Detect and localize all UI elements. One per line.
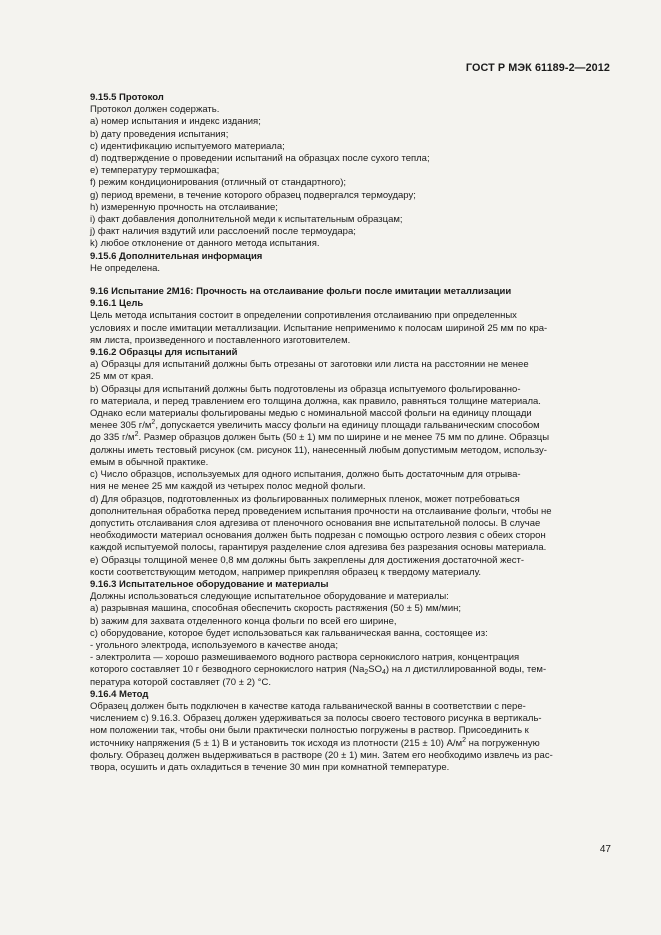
section-9-16-2-title: 9.16.2 Образцы для испытаний <box>90 347 238 359</box>
list-item: g) период времени, в течение которого образец подвергался термоудару; <box>90 189 416 201</box>
text-line: c) Число образцов, используемых для одного испытания, должно быть достаточным для отрыва- <box>90 469 521 481</box>
text-line: e) Образцы толщиной менее 0,8 мм должны быть закреплены для достижения достаточной жест- <box>90 554 525 566</box>
text-fragment: SO <box>368 664 383 676</box>
text-line: Цель метода испытания состоит в определении сопротивления отслаиванию при определенных <box>90 310 517 322</box>
list-item: f) режим кондиционирования (отличный от стандартного); <box>90 177 347 189</box>
text-line: d) Для образцов, подготовленных из фольгированных полимерных пленок, может потребоваться <box>90 493 520 505</box>
page-number: 47 <box>599 844 611 855</box>
document-body <box>90 92 597 774</box>
text-line <box>90 738 597 750</box>
text-line <box>90 420 597 432</box>
section-9-15-6-text: Не определена. <box>90 262 161 274</box>
text-fragment: менее 305 г/м <box>90 420 152 432</box>
text-line: ном положении так, чтобы они были практически полностью погружены в раствор. Присоединить к <box>90 725 529 737</box>
text-line <box>90 664 597 676</box>
subscript: 2 <box>364 669 369 677</box>
subscript: 4 <box>382 669 386 677</box>
text-fragment: до 335 г/м <box>90 432 135 444</box>
text-line: 25 мм от края. <box>90 371 154 383</box>
superscript: 2 <box>134 431 139 439</box>
list-item: j) факт наличия вздутий или расслоений после термоудара; <box>90 226 356 238</box>
superscript: 2 <box>462 736 467 744</box>
list-item: b) дату проведения испытания; <box>90 128 229 140</box>
list-item: - электролита — хорошо размешиваемого водного раствора сернокислого натрия, концентрация <box>90 652 520 664</box>
list-item: а) разрывная машина, способная обеспечить скорость растяжения (50 ± 5) мм/мин; <box>90 603 462 615</box>
section-9-16-3-title: 9.16.3 Испытательное оборудование и материалы <box>90 578 329 590</box>
text-line: Должны использоваться следующие испытательное оборудование и материалы: <box>90 591 449 603</box>
list-item: h) измеренную прочность на отслаивание; <box>90 201 278 213</box>
text-line: а) Образцы для испытаний должны быть отрезаны от заготовки или листа на расстоянии не менее <box>90 359 529 371</box>
text-fragment: на погруженную <box>466 737 540 749</box>
document-header: ГОСТ Р МЭК 61189-2—2012 <box>465 62 610 74</box>
text-fragment: которого составляет 10 г безводного сернокислого натрия (Na <box>90 664 365 676</box>
list-item: а) номер испытания и индекс издания; <box>90 116 261 128</box>
text-line: b) Образцы для испытаний должны быть подготовлены из образца испытуемого фольгированно- <box>90 383 521 395</box>
section-9-15-6-title: 9.15.6 Дополнительная информация <box>90 250 263 262</box>
list-item: c) идентификацию испытуемого материала; <box>90 140 285 152</box>
text-line: ям листа, произведенного и поставленного изготовителем. <box>90 334 351 346</box>
text-line: условиях и после имитации металлизации. Испытание неприменимо к полосам шириной 25 мм по кра- <box>90 322 548 334</box>
text-line: ния не менее 25 мм каждой из четырех полос медной фольги. <box>90 481 366 493</box>
section-9-15-5-title: 9.15.5 Протокол <box>90 92 164 103</box>
text-fragment: источнику напряжения (5 ± 1) В и установить ток исходя из плотности (215 ± 10) А/м <box>90 737 463 749</box>
text-line <box>90 432 597 444</box>
text-line: числением с) 9.16.3. Образец должен удерживаться за полосы своего тестового рисунка в вертикаль- <box>90 713 542 725</box>
text-fragment: . Размер образцов должен быть (50 ± 1) мм по ширине и не менее 75 мм по длине. Образцы <box>138 432 550 444</box>
section-9-16-1-title: 9.16.1 Цель <box>90 298 144 310</box>
text-line: твора, осушить и дать охладиться в течение 30 мин при комнатной температуре. <box>90 761 450 773</box>
text-line: дополнительная обработка перед проведением испытания прочности на отслаивание фольги, чтобы не <box>90 505 552 517</box>
list-item: - угольного электрода, используемого в качестве анода; <box>90 639 338 651</box>
superscript: 2 <box>151 419 156 427</box>
list-item: k) любое отклонение от данного метода испытания. <box>90 238 320 250</box>
text-line: го материала, и перед травлением его толщина должна, как правило, равняться толщине материала. <box>90 395 541 407</box>
text-line: Однако если материалы фольгированы медью с номинальной массой фольги на единицу площади <box>90 408 532 420</box>
list-item: d) подтверждение о проведении испытаний на образцах после сухого тепла; <box>90 153 430 165</box>
list-item: e) температуру термошкафа; <box>90 165 220 177</box>
list-item: i) факт добавления дополнительной меди к испытательным образцам; <box>90 214 403 226</box>
text-fragment: ) на л дистиллированной воды, тем- <box>385 664 547 676</box>
section-9-15-5-intro: Протокол должен содержать. <box>90 104 220 116</box>
text-line: кости соответствующим методом, например прикрепляя образец к твердому материалу. <box>90 566 482 578</box>
text-line: каждой испытуемой полосы, гарантируя разделение слоя адгезива без разрезания основы материала. <box>90 542 547 554</box>
section-9-16-4-title: 9.16.4 Метод <box>90 688 149 700</box>
text-line: емым в обычной практике. <box>90 456 209 468</box>
text-line: необходимости материал основания должен быть подрезан с помощью острого лезвия с обеих сторон <box>90 530 546 542</box>
list-item: c) оборудование, которое будет использоваться как гальваническая ванна, состоящее из: <box>90 627 488 639</box>
text-line: допустить отслаивания слоя адгезива от пленочного основания вне испытательной полосы. В случае <box>90 517 541 529</box>
text-line: пература которой составляет (70 ± 2) °С. <box>90 676 271 688</box>
list-item: b) зажим для захвата отделенного конца фольги по всей его ширине, <box>90 615 397 627</box>
text-line: фольгу. Образец должен выдерживаться в растворе (20 ± 1) мин. Затем его необходимо извлечь из рас- <box>90 749 553 761</box>
text-line: Образец должен быть подключен в качестве катода гальванической ванны в соответствии с пере- <box>90 700 526 712</box>
text-fragment: , допускается увеличить массу фольги на единицу площади гальваническим способом <box>155 420 540 432</box>
section-9-16-title: 9.16 Испытание 2М16: Прочность на отслаивание фольги после имитации металлизации <box>90 286 512 298</box>
text-line: должны иметь тестовый рисунок (см. рисунок 11), нанесенный любым допустимым методом, использу- <box>90 444 547 456</box>
